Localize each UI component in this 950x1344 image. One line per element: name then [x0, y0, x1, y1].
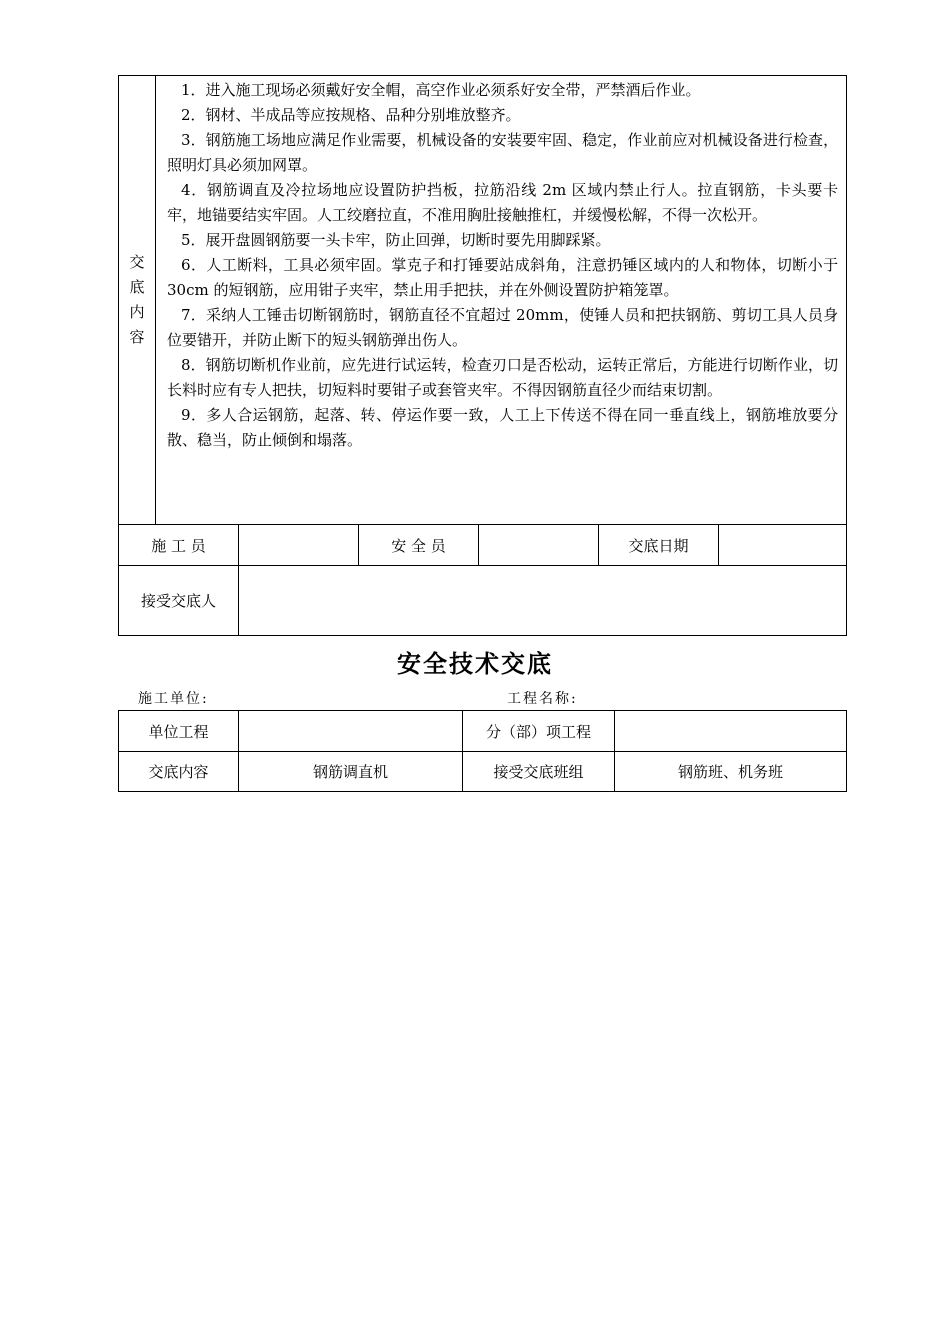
disclosure-item-8: 8．钢筋切断机作业前，应先进行试运转，检查刃口是否松动，运转正常后，方能进行切断作业，切长料时应有专人把扶，切短料时要钳子或套管夹牢。不得因钢筋直径少而结束切割。 [167, 356, 839, 399]
receiving-team-field[interactable]: 钢筋班、机务班 [615, 752, 847, 792]
content-label-char: 底 [129, 278, 145, 296]
safety-officer-label: 安 全 员 [359, 525, 479, 566]
disclosure-item-6: 6．人工断料，工具必须牢固。掌克子和打锤要站成斜角，注意扔锤区域内的人和物体，切断小于 30cm 的短钢筋，应用钳子夹牢，禁止用手把扶，并在外侧设置防护箱笼罩。 [167, 256, 839, 299]
disclosure-item-1: 1．进入施工现场必须戴好安全帽，高空作业必须系好安全带，严禁酒后作业。 [181, 81, 701, 99]
content-label-cell [119, 76, 156, 525]
project-name-label: 工程名称: [507, 691, 578, 707]
construction-unit-label: 施工单位: [138, 691, 209, 707]
unit-project-row [119, 711, 847, 752]
sub-project-label: 分（部）项工程 [463, 711, 615, 752]
receiving-team-label: 接受交底班组 [463, 752, 615, 792]
safety-officer-field[interactable] [479, 525, 599, 566]
disclosure-content-field[interactable]: 钢筋调直机 [239, 752, 463, 792]
unit-project-label: 单位工程 [119, 711, 239, 752]
disclosure-item-3: 3．钢筋施工场地应满足作业需要，机械设备的安装要牢固、稳定，作业前应对机械设备进行检查，照明灯具必须加网罩。 [167, 131, 839, 174]
constructor-field[interactable] [239, 525, 359, 566]
receiver-label: 接受交底人 [119, 566, 239, 636]
content-row [119, 76, 847, 525]
disclosure-content-row [119, 752, 847, 792]
sub-project-field[interactable] [615, 711, 847, 752]
disclosure-date-label: 交底日期 [599, 525, 719, 566]
unit-project-field[interactable] [239, 711, 463, 752]
content-label-char: 交 [129, 253, 145, 271]
constructor-label: 施 工 员 [119, 525, 239, 566]
disclosure-item-4: 4．钢筋调直及冷拉场地应设置防护挡板，拉筋沿线 2m 区域内禁止行人。拉直钢筋，卡头要卡牢，地锚要结实牢固。人工绞磨拉直，不准用胸肚接触推杠，并缓慢松解，不得一次松开。 [167, 181, 839, 224]
safety-disclosure-table-upper [118, 75, 847, 636]
content-label-char: 内 [129, 303, 145, 321]
disclosure-item-2: 2．钢材、半成品等应按规格、品种分别堆放整齐。 [181, 106, 521, 124]
receiver-row [119, 566, 847, 636]
disclosure-date-field[interactable] [719, 525, 847, 566]
disclosure-item-7: 7．采纳人工锤击切断钢筋时，钢筋直径不宜超过 20mm，使锤人员和把扶钢筋、剪切工具人员身位要错开，并防止断下的短头钢筋弹出伤人。 [167, 306, 839, 349]
content-label-char: 容 [129, 328, 145, 346]
document-title: 安全技术交底 [397, 649, 553, 678]
safety-disclosure-table-lower [118, 710, 847, 792]
signature-row [119, 525, 847, 566]
receiver-field[interactable] [239, 566, 847, 636]
disclosure-content-label: 交底内容 [119, 752, 239, 792]
disclosure-content-cell [156, 76, 847, 525]
disclosure-item-5: 5．展开盘圆钢筋要一头卡牢，防止回弹，切断时要先用脚踩紧。 [181, 231, 611, 249]
disclosure-item-9: 9．多人合运钢筋，起落、转、停运作要一致，人工上下传送不得在同一垂直线上，钢筋堆放要分散、稳当，防止倾倒和塌落。 [167, 406, 839, 449]
